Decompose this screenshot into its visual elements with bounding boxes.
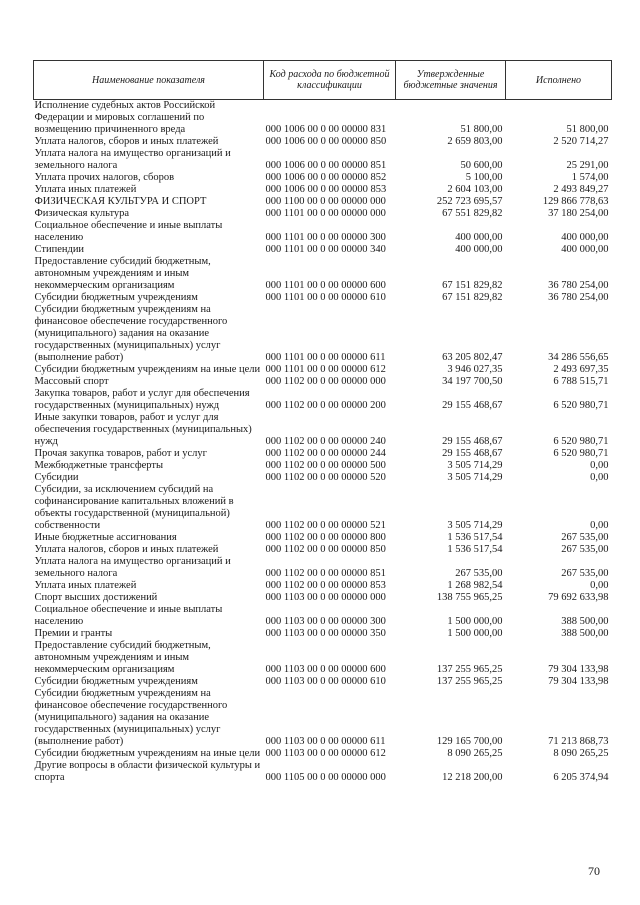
- row-approved: 34 197 700,50: [442, 376, 503, 387]
- row-executed: 2 493 849,27: [553, 184, 609, 195]
- table-row: [34, 100, 612, 137]
- table-row: [34, 244, 612, 256]
- row-name: Предоставление субсидий бюджетным, автономным учреждениям и иным некоммерческим организациям: [34, 640, 211, 675]
- row-approved: 3 946 027,35: [447, 364, 503, 375]
- table-row: [34, 136, 612, 148]
- row-approved: 3 505 714,29: [447, 460, 503, 471]
- row-code: 000 1103 00 0 00 00000 611: [265, 736, 386, 747]
- row-approved: 2 659 803,00: [447, 136, 503, 147]
- table-row: [34, 556, 612, 580]
- row-name: Уплата иных платежей: [34, 580, 137, 591]
- table-row: [34, 460, 612, 472]
- row-code: 000 1101 00 0 00 00000 611: [265, 352, 386, 363]
- row-approved: 267 535,00: [455, 568, 503, 579]
- row-approved: 67 151 829,82: [442, 280, 503, 291]
- row-name: Уплата налога на имущество организаций и земельного налога: [34, 148, 231, 171]
- row-name: Социальное обеспечение и иные выплаты населению: [34, 220, 223, 243]
- row-name: Субсидии бюджетным учреждениям на финансовое обеспечение государственного (муниципального) задания на оказание государственных (муниципальных) услуг (выполнение работ): [34, 688, 228, 747]
- table-row: [34, 208, 612, 220]
- table-row: [34, 760, 612, 784]
- table-row: [34, 172, 612, 184]
- row-code: 000 1102 00 0 00 00000 500: [265, 460, 386, 471]
- row-code: 000 1006 00 0 00 00000 852: [265, 172, 387, 183]
- row-approved: 3 505 714,29: [447, 520, 503, 531]
- row-executed: 37 180 254,00: [548, 208, 609, 219]
- table-row: [34, 388, 612, 412]
- row-approved: 3 505 714,29: [447, 472, 503, 483]
- row-code: 000 1006 00 0 00 00000 831: [265, 124, 387, 135]
- table-row: [34, 472, 612, 484]
- row-name: Уплата налога на имущество организаций и земельного налога: [34, 556, 231, 579]
- row-name: Предоставление субсидий бюджетным, автономным учреждениям и иным некоммерческим организациям: [34, 256, 211, 291]
- header-executed: Исполнено: [506, 61, 612, 100]
- row-name: Прочая закупка товаров, работ и услуг: [34, 448, 207, 459]
- row-name: Субсидии бюджетным учреждениям на иные цели: [34, 364, 261, 375]
- table-row: [34, 184, 612, 196]
- row-approved: 67 551 829,82: [442, 208, 503, 219]
- row-executed: 79 304 133,98: [548, 664, 609, 675]
- row-approved: 1 500 000,00: [447, 616, 503, 627]
- table-header: [34, 61, 612, 100]
- row-name: Премии и гранты: [34, 628, 113, 639]
- row-executed: 267 535,00: [561, 568, 609, 579]
- row-name: Уплата прочих налогов, сборов: [34, 172, 175, 183]
- row-approved: 252 723 695,57: [436, 196, 503, 207]
- row-executed: 79 304 133,98: [548, 676, 609, 687]
- row-name: Субсидии бюджетным учреждениям: [34, 676, 198, 687]
- row-code: 000 1102 00 0 00 00000 850: [265, 544, 386, 555]
- table-row: [34, 256, 612, 292]
- row-name: Спорт высших достижений: [34, 592, 158, 603]
- row-executed: 6 520 980,71: [553, 400, 609, 411]
- row-name: Субсидии, за исключением субсидий на софинансирование капитальных вложений в объекты государственной (муниципальной) собственности: [34, 484, 234, 531]
- row-name: Межбюджетные трансферты: [34, 460, 164, 471]
- table-row: [34, 412, 612, 448]
- table-row: [34, 448, 612, 460]
- row-executed: 0,00: [590, 460, 609, 471]
- table-row: [34, 628, 612, 640]
- row-code: 000 1103 00 0 00 00000 300: [265, 616, 386, 627]
- row-approved: 138 755 965,25: [436, 592, 503, 603]
- table-row: [34, 364, 612, 376]
- row-approved: 137 255 965,25: [436, 676, 503, 687]
- header-name: Наименование показателя: [34, 61, 264, 100]
- row-code: 000 1105 00 0 00 00000 000: [265, 772, 386, 783]
- row-code: 000 1103 00 0 00 00000 612: [265, 748, 386, 759]
- table-row: [34, 676, 612, 688]
- table-row: [34, 688, 612, 748]
- budget-execution-table: [33, 60, 612, 784]
- row-approved: 1 536 517,54: [447, 532, 503, 543]
- row-code: 000 1100 00 0 00 00000 000: [265, 196, 386, 207]
- row-code: 000 1103 00 0 00 00000 600: [265, 664, 386, 675]
- table-body: [34, 100, 612, 785]
- row-code: 000 1101 00 0 00 00000 300: [265, 232, 386, 243]
- row-code: 000 1103 00 0 00 00000 610: [265, 676, 386, 687]
- row-name: Закупка товаров, работ и услуг для обеспечения государственных (муниципальных) нужд: [34, 388, 250, 411]
- table-row: [34, 304, 612, 364]
- row-name: Уплата налогов, сборов и иных платежей: [34, 544, 219, 555]
- row-executed: 400 000,00: [561, 244, 609, 255]
- row-name: Уплата налогов, сборов и иных платежей: [34, 136, 219, 147]
- row-approved: 5 100,00: [465, 172, 503, 183]
- row-code: 000 1102 00 0 00 00000 853: [265, 580, 386, 591]
- row-code: 000 1101 00 0 00 00000 000: [265, 208, 386, 219]
- row-code: 000 1103 00 0 00 00000 000: [265, 592, 386, 603]
- row-approved: 29 155 468,67: [442, 436, 503, 447]
- row-approved: 63 205 802,47: [442, 352, 503, 363]
- row-code: 000 1006 00 0 00 00000 851: [265, 160, 387, 171]
- row-approved: 1 536 517,54: [447, 544, 503, 555]
- header-approved: Утвержденные бюджетные значения: [396, 61, 506, 100]
- row-executed: 400 000,00: [561, 232, 609, 243]
- row-approved: 400 000,00: [455, 244, 503, 255]
- row-executed: 129 866 778,63: [542, 196, 609, 207]
- row-name: Иные бюджетные ассигнования: [34, 532, 177, 543]
- row-executed: 51 800,00: [566, 124, 609, 135]
- row-executed: 36 780 254,00: [548, 292, 609, 303]
- row-executed: 8 090 265,25: [553, 748, 609, 759]
- row-executed: 6 520 980,71: [553, 448, 609, 459]
- row-executed: 0,00: [590, 472, 609, 483]
- table-row: [34, 604, 612, 628]
- row-code: 000 1006 00 0 00 00000 850: [265, 136, 387, 147]
- row-executed: 267 535,00: [561, 532, 609, 543]
- row-approved: 137 255 965,25: [436, 664, 503, 675]
- row-executed: 267 535,00: [561, 544, 609, 555]
- row-executed: 388 500,00: [561, 628, 609, 639]
- row-name: Социальное обеспечение и иные выплаты населению: [34, 604, 223, 627]
- row-executed: 6 520 980,71: [553, 436, 609, 447]
- table-row: [34, 592, 612, 604]
- table-row: [34, 544, 612, 556]
- row-code: 000 1102 00 0 00 00000 800: [265, 532, 386, 543]
- row-approved: 12 218 200,00: [442, 772, 503, 783]
- row-name: Иные закупки товаров, работ и услуг для обеспечения государственных (муниципальных) нужд: [34, 412, 252, 447]
- row-name: Другие вопросы в области физической культуры и спорта: [34, 760, 261, 783]
- row-executed: 6 788 515,71: [553, 376, 609, 387]
- row-approved: 8 090 265,25: [447, 748, 503, 759]
- row-approved: 29 155 468,67: [442, 400, 503, 411]
- table-row: [34, 196, 612, 208]
- row-approved: 67 151 829,82: [442, 292, 503, 303]
- row-name: Физическая культура: [34, 208, 130, 219]
- table-row: [34, 220, 612, 244]
- row-code: 000 1102 00 0 00 00000 521: [265, 520, 386, 531]
- row-approved: 2 604 103,00: [447, 184, 503, 195]
- table-row: [34, 484, 612, 532]
- row-name: Стипендии: [34, 244, 85, 255]
- row-executed: 0,00: [590, 580, 609, 591]
- table-row: [34, 748, 612, 760]
- row-name: Уплата иных платежей: [34, 184, 137, 195]
- row-approved: 1 268 982,54: [447, 580, 503, 591]
- row-approved: 50 600,00: [460, 160, 503, 171]
- row-name: Субсидии: [34, 472, 79, 483]
- row-approved: 29 155 468,67: [442, 448, 503, 459]
- row-approved: 51 800,00: [460, 124, 503, 135]
- table-row: [34, 292, 612, 304]
- row-approved: 1 500 000,00: [447, 628, 503, 639]
- header-code: Код расхода по бюджетной классификации: [264, 61, 396, 100]
- row-executed: 79 692 633,98: [548, 592, 609, 603]
- page-number: 70: [588, 864, 600, 878]
- row-executed: 25 291,00: [566, 160, 609, 171]
- row-name: Субсидии бюджетным учреждениям: [34, 292, 198, 303]
- table-row: [34, 148, 612, 172]
- row-name: Массовый спорт: [34, 376, 109, 387]
- row-executed: 0,00: [590, 520, 609, 531]
- table-row: [34, 640, 612, 676]
- row-code: 000 1101 00 0 00 00000 610: [265, 292, 386, 303]
- row-executed: 34 286 556,65: [548, 352, 609, 363]
- row-name: Исполнение судебных актов Российской Федерации и мировых соглашений по возмещению причиненного вреда: [34, 100, 216, 135]
- row-code: 000 1102 00 0 00 00000 200: [265, 400, 386, 411]
- row-name: Субсидии бюджетным учреждениям на иные цели: [34, 748, 261, 759]
- row-code: 000 1101 00 0 00 00000 340: [265, 244, 386, 255]
- row-executed: 1 574,00: [571, 172, 609, 183]
- table-row: [34, 376, 612, 388]
- row-executed: 2 493 697,35: [553, 364, 609, 375]
- row-approved: 400 000,00: [455, 232, 503, 243]
- row-code: 000 1102 00 0 00 00000 851: [265, 568, 386, 579]
- row-executed: 6 205 374,94: [553, 772, 609, 783]
- table-row: [34, 532, 612, 544]
- table-row: [34, 580, 612, 592]
- row-approved: 129 165 700,00: [436, 736, 503, 747]
- row-executed: 71 213 868,73: [548, 736, 609, 747]
- row-name: Субсидии бюджетным учреждениям на финансовое обеспечение государственного (муниципального) задания на оказание государственных (муниципальных) услуг (выполнение работ): [34, 304, 228, 363]
- row-name: ФИЗИЧЕСКАЯ КУЛЬТУРА И СПОРТ: [34, 196, 207, 207]
- row-executed: 36 780 254,00: [548, 280, 609, 291]
- row-code: 000 1101 00 0 00 00000 600: [265, 280, 386, 291]
- row-code: 000 1102 00 0 00 00000 520: [265, 472, 386, 483]
- row-code: 000 1102 00 0 00 00000 000: [265, 376, 386, 387]
- row-code: 000 1103 00 0 00 00000 350: [265, 628, 386, 639]
- row-code: 000 1102 00 0 00 00000 240: [265, 436, 386, 447]
- row-executed: 2 520 714,27: [553, 136, 609, 147]
- row-code: 000 1102 00 0 00 00000 244: [265, 448, 386, 459]
- row-code: 000 1006 00 0 00 00000 853: [265, 184, 387, 195]
- row-executed: 388 500,00: [561, 616, 609, 627]
- row-code: 000 1101 00 0 00 00000 612: [265, 364, 386, 375]
